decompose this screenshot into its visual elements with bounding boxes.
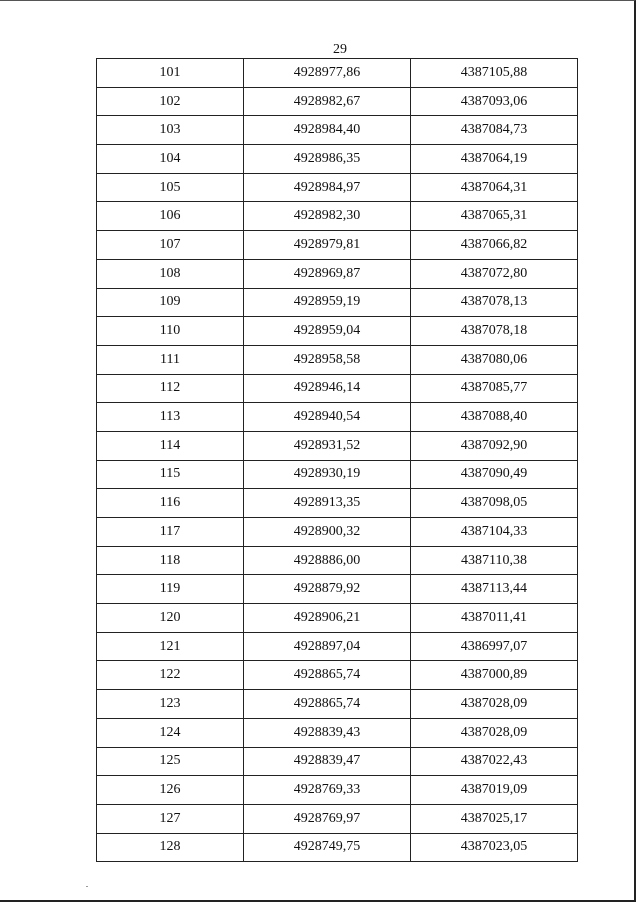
table-row <box>97 87 578 116</box>
table-row <box>97 317 578 346</box>
x-coordinate-cell: 4928982,30 <box>244 202 411 231</box>
y-coordinate-cell: 4387019,09 <box>411 776 578 805</box>
x-coordinate-cell: 4928946,14 <box>244 374 411 403</box>
table-row <box>97 718 578 747</box>
table-row <box>97 345 578 374</box>
x-coordinate-cell: 4928940,54 <box>244 403 411 432</box>
point-number-cell: 128 <box>97 833 244 862</box>
y-coordinate-cell: 4387090,49 <box>411 460 578 489</box>
y-coordinate-cell: 4387028,09 <box>411 690 578 719</box>
table-row <box>97 116 578 145</box>
y-coordinate-cell: 4387028,09 <box>411 718 578 747</box>
y-coordinate-cell: 4387104,33 <box>411 518 578 547</box>
x-coordinate-cell: 4928900,32 <box>244 518 411 547</box>
coordinates-table-body <box>97 59 578 862</box>
table-row <box>97 546 578 575</box>
y-coordinate-cell: 4387022,43 <box>411 747 578 776</box>
y-coordinate-cell: 4387105,88 <box>411 59 578 88</box>
table-row <box>97 690 578 719</box>
point-number-cell: 107 <box>97 231 244 260</box>
point-number-cell: 127 <box>97 804 244 833</box>
table-row <box>97 776 578 805</box>
x-coordinate-cell: 4928982,67 <box>244 87 411 116</box>
point-number-cell: 108 <box>97 259 244 288</box>
table-row <box>97 747 578 776</box>
table-row <box>97 59 578 88</box>
y-coordinate-cell: 4387084,73 <box>411 116 578 145</box>
x-coordinate-cell: 4928865,74 <box>244 690 411 719</box>
table-row <box>97 403 578 432</box>
y-coordinate-cell: 4387110,38 <box>411 546 578 575</box>
point-number-cell: 118 <box>97 546 244 575</box>
y-coordinate-cell: 4387085,77 <box>411 374 578 403</box>
y-coordinate-cell: 4387072,80 <box>411 259 578 288</box>
table-row <box>97 259 578 288</box>
y-coordinate-cell: 4387078,13 <box>411 288 578 317</box>
x-coordinate-cell: 4928959,19 <box>244 288 411 317</box>
y-coordinate-cell: 4387093,06 <box>411 87 578 116</box>
point-number-cell: 112 <box>97 374 244 403</box>
table-row <box>97 288 578 317</box>
x-coordinate-cell: 4928913,35 <box>244 489 411 518</box>
y-coordinate-cell: 4387000,89 <box>411 661 578 690</box>
x-coordinate-cell: 4928749,75 <box>244 833 411 862</box>
x-coordinate-cell: 4928906,21 <box>244 604 411 633</box>
point-number-cell: 110 <box>97 317 244 346</box>
y-coordinate-cell: 4387098,05 <box>411 489 578 518</box>
point-number-cell: 104 <box>97 145 244 174</box>
x-coordinate-cell: 4928865,74 <box>244 661 411 690</box>
table-row <box>97 833 578 862</box>
point-number-cell: 121 <box>97 632 244 661</box>
x-coordinate-cell: 4928984,97 <box>244 173 411 202</box>
y-coordinate-cell: 4387011,41 <box>411 604 578 633</box>
point-number-cell: 125 <box>97 747 244 776</box>
y-coordinate-cell: 4387092,90 <box>411 431 578 460</box>
point-number-cell: 105 <box>97 173 244 202</box>
point-number-cell: 106 <box>97 202 244 231</box>
point-number-cell: 114 <box>97 431 244 460</box>
point-number-cell: 113 <box>97 403 244 432</box>
table-row <box>97 632 578 661</box>
x-coordinate-cell: 4928959,04 <box>244 317 411 346</box>
y-coordinate-cell: 4387080,06 <box>411 345 578 374</box>
x-coordinate-cell: 4928930,19 <box>244 460 411 489</box>
point-number-cell: 119 <box>97 575 244 604</box>
x-coordinate-cell: 4928886,00 <box>244 546 411 575</box>
point-number-cell: 116 <box>97 489 244 518</box>
table-row <box>97 518 578 547</box>
point-number-cell: 126 <box>97 776 244 805</box>
table-row <box>97 575 578 604</box>
y-coordinate-cell: 4386997,07 <box>411 632 578 661</box>
y-coordinate-cell: 4387025,17 <box>411 804 578 833</box>
y-coordinate-cell: 4387064,31 <box>411 173 578 202</box>
table-row <box>97 173 578 202</box>
x-coordinate-cell: 4928969,87 <box>244 259 411 288</box>
y-coordinate-cell: 4387066,82 <box>411 231 578 260</box>
x-coordinate-cell: 4928931,52 <box>244 431 411 460</box>
y-coordinate-cell: 4387088,40 <box>411 403 578 432</box>
y-coordinate-cell: 4387113,44 <box>411 575 578 604</box>
point-number-cell: 111 <box>97 345 244 374</box>
table-row <box>97 604 578 633</box>
x-coordinate-cell: 4928839,43 <box>244 718 411 747</box>
x-coordinate-cell: 4928879,92 <box>244 575 411 604</box>
point-number-cell: 102 <box>97 87 244 116</box>
x-coordinate-cell: 4928979,81 <box>244 231 411 260</box>
coordinates-table <box>96 58 578 862</box>
point-number-cell: 124 <box>97 718 244 747</box>
table-row <box>97 374 578 403</box>
point-number-cell: 103 <box>97 116 244 145</box>
y-coordinate-cell: 4387023,05 <box>411 833 578 862</box>
x-coordinate-cell: 4928897,04 <box>244 632 411 661</box>
x-coordinate-cell: 4928984,40 <box>244 116 411 145</box>
table-row <box>97 431 578 460</box>
table-row <box>97 231 578 260</box>
page-number: 29 <box>333 42 347 57</box>
scan-speck <box>86 886 88 887</box>
point-number-cell: 101 <box>97 59 244 88</box>
x-coordinate-cell: 4928986,35 <box>244 145 411 174</box>
point-number-cell: 115 <box>97 460 244 489</box>
point-number-cell: 123 <box>97 690 244 719</box>
x-coordinate-cell: 4928769,97 <box>244 804 411 833</box>
point-number-cell: 109 <box>97 288 244 317</box>
x-coordinate-cell: 4928839,47 <box>244 747 411 776</box>
y-coordinate-cell: 4387064,19 <box>411 145 578 174</box>
y-coordinate-cell: 4387078,18 <box>411 317 578 346</box>
table-row <box>97 661 578 690</box>
y-coordinate-cell: 4387065,31 <box>411 202 578 231</box>
x-coordinate-cell: 4928958,58 <box>244 345 411 374</box>
table-row <box>97 489 578 518</box>
table-row <box>97 804 578 833</box>
point-number-cell: 122 <box>97 661 244 690</box>
table-row <box>97 460 578 489</box>
table-row <box>97 202 578 231</box>
x-coordinate-cell: 4928769,33 <box>244 776 411 805</box>
x-coordinate-cell: 4928977,86 <box>244 59 411 88</box>
point-number-cell: 120 <box>97 604 244 633</box>
table-row <box>97 145 578 174</box>
point-number-cell: 117 <box>97 518 244 547</box>
